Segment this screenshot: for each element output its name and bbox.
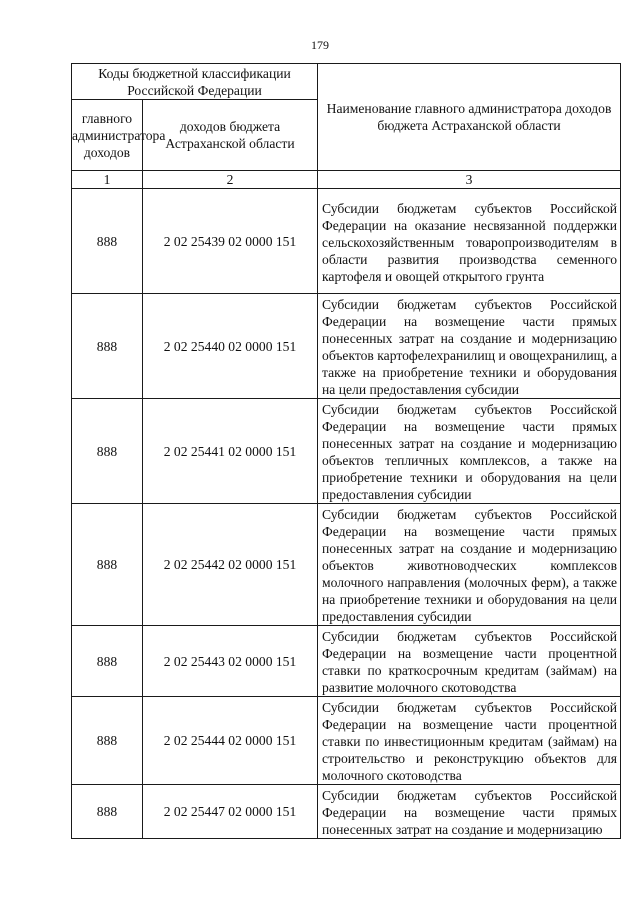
table-row: [72, 399, 621, 504]
revenue-description: Субсидии бюджетам субъектов Российской Федерации на возмещение части прямых понесенных затрат на создание и модернизацию: [318, 785, 621, 839]
administrator-code: 888: [72, 399, 143, 504]
table-row: [72, 626, 621, 697]
administrator-code: 888: [72, 785, 143, 839]
header-main-administrator: главного администратора доходов: [72, 100, 143, 171]
administrator-code: 888: [72, 504, 143, 626]
column-number: 2: [143, 171, 318, 189]
header-budget-revenue: доходов бюджета Астраханской области: [143, 100, 318, 171]
revenue-code: 2 02 25447 02 0000 151: [143, 785, 318, 839]
column-number: 1: [72, 171, 143, 189]
revenue-description: Субсидии бюджетам субъектов Российской Федерации на возмещение части прямых понесенных затрат на создание и модернизацию объектов животноводческих комплексов молочного направления (молочных ферм), а также на приобретение техники и оборудования на цели предоставления субсидии: [318, 504, 621, 626]
revenue-description: Субсидии бюджетам субъектов Российской Федерации на оказание несвязанной поддержки сельскохозяйственным товаропроизводителям в области развития производства семенного картофеля и овощей открытого грунта: [318, 189, 621, 294]
administrator-code: 888: [72, 294, 143, 399]
header-administrator-name: Наименование главного администратора доходов бюджета Астраханской области: [318, 64, 621, 171]
revenue-code: 2 02 25444 02 0000 151: [143, 697, 318, 785]
revenue-code: 2 02 25441 02 0000 151: [143, 399, 318, 504]
administrator-code: 888: [72, 697, 143, 785]
revenue-description: Субсидии бюджетам субъектов Российской Федерации на возмещение части процентной ставки по инвестиционным кредитам (займам) на строительство и реконструкцию объектов для молочного скотоводства: [318, 697, 621, 785]
header-classification-codes: Коды бюджетной классификации Российской Федерации: [72, 64, 318, 100]
table-row: [72, 294, 621, 399]
revenue-description: Субсидии бюджетам субъектов Российской Федерации на возмещение части прямых понесенных затрат на создание и модернизацию объектов картофелехранилищ и овощехранилищ, а также на приобретение техники и оборудования на цели предоставления субсидии: [318, 294, 621, 399]
table-row: [72, 189, 621, 294]
revenue-code: 2 02 25440 02 0000 151: [143, 294, 318, 399]
budget-classification-table: [71, 63, 621, 839]
column-number: 3: [318, 171, 621, 189]
revenue-code: 2 02 25443 02 0000 151: [143, 626, 318, 697]
table-row: [72, 504, 621, 626]
administrator-code: 888: [72, 626, 143, 697]
administrator-code: 888: [72, 189, 143, 294]
revenue-code: 2 02 25442 02 0000 151: [143, 504, 318, 626]
table-row: [72, 697, 621, 785]
revenue-description: Субсидии бюджетам субъектов Российской Федерации на возмещение части прямых понесенных затрат на создание и модернизацию объектов тепличных комплексов, а также на приобретение техники и оборудования на цели предоставления субсидии: [318, 399, 621, 504]
table-row: [72, 785, 621, 839]
page-number: 179: [311, 38, 329, 52]
revenue-description: Субсидии бюджетам субъектов Российской Федерации на возмещение части процентной ставки по краткосрочным кредитам (займам) на развитие молочного скотоводства: [318, 626, 621, 697]
revenue-code: 2 02 25439 02 0000 151: [143, 189, 318, 294]
